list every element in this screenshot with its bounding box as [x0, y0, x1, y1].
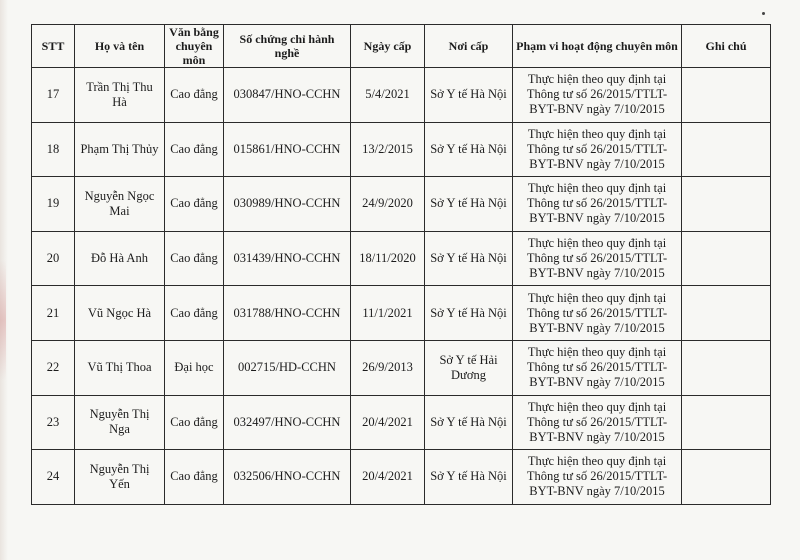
cell-issue-date: 5/4/2021: [351, 68, 425, 123]
table-header-row: [32, 25, 771, 68]
cell-scope: Thực hiện theo quy định tại Thông tư số 26/2015/TTLT-BYT-BNV ngày 7/10/2015: [513, 340, 682, 395]
cell-issue-date: 20/4/2021: [351, 450, 425, 505]
cell-stt: 21: [32, 286, 75, 341]
cell-issue-date: 13/2/2015: [351, 122, 425, 177]
table-row: [32, 122, 771, 177]
cell-issue-place: Sở Y tế Hải Dương: [425, 340, 513, 395]
cell-scope: Thực hiện theo quy định tại Thông tư số 26/2015/TTLT-BYT-BNV ngày 7/10/2015: [513, 122, 682, 177]
cell-issue-date: 20/4/2021: [351, 395, 425, 450]
cell-issue-place: Sở Y tế Hà Nội: [425, 122, 513, 177]
col-header-stt: STT: [32, 25, 75, 68]
table-row: [32, 395, 771, 450]
cell-issue-place: Sở Y tế Hà Nội: [425, 231, 513, 286]
cell-name: Nguyễn Thị Yến: [75, 450, 165, 505]
cell-name: Vũ Ngọc Hà: [75, 286, 165, 341]
stamp-bleed-mark: [0, 260, 6, 380]
cell-degree: Đại học: [165, 340, 224, 395]
table-row: [32, 340, 771, 395]
cell-issue-date: 26/9/2013: [351, 340, 425, 395]
col-header-cert-number: Số chứng chỉ hành nghề: [224, 25, 351, 68]
cell-issue-date: 18/11/2020: [351, 231, 425, 286]
cell-stt: 23: [32, 395, 75, 450]
cell-note: [682, 177, 771, 232]
cell-name: Trần Thị Thu Hà: [75, 68, 165, 123]
table-row: [32, 286, 771, 341]
cell-issue-date: 11/1/2021: [351, 286, 425, 341]
cell-name: Vũ Thị Thoa: [75, 340, 165, 395]
cell-cert-number: 032497/HNO-CCHN: [224, 395, 351, 450]
cell-stt: 18: [32, 122, 75, 177]
cell-name: Đỗ Hà Anh: [75, 231, 165, 286]
col-header-note: Ghi chú: [682, 25, 771, 68]
cell-note: [682, 68, 771, 123]
cell-cert-number: 032506/HNO-CCHN: [224, 450, 351, 505]
cell-stt: 24: [32, 450, 75, 505]
cell-cert-number: 002715/HD-CCHN: [224, 340, 351, 395]
col-header-issue-date: Ngày cấp: [351, 25, 425, 68]
cell-issue-place: Sở Y tế Hà Nội: [425, 395, 513, 450]
cell-cert-number: 031439/HNO-CCHN: [224, 231, 351, 286]
cell-scope: Thực hiện theo quy định tại Thông tư số 26/2015/TTLT-BYT-BNV ngày 7/10/2015: [513, 395, 682, 450]
cell-scope: Thực hiện theo quy định tại Thông tư số 26/2015/TTLT-BYT-BNV ngày 7/10/2015: [513, 231, 682, 286]
cell-stt: 22: [32, 340, 75, 395]
scan-speck: [762, 12, 765, 15]
cell-degree: Cao đẳng: [165, 122, 224, 177]
staff-table: [31, 24, 771, 505]
cell-scope: Thực hiện theo quy định tại Thông tư số 26/2015/TTLT-BYT-BNV ngày 7/10/2015: [513, 286, 682, 341]
col-header-scope: Phạm vi hoạt động chuyên môn: [513, 25, 682, 68]
cell-stt: 17: [32, 68, 75, 123]
cell-degree: Cao đẳng: [165, 68, 224, 123]
cell-stt: 19: [32, 177, 75, 232]
cell-note: [682, 450, 771, 505]
cell-degree: Cao đẳng: [165, 231, 224, 286]
table-row: [32, 450, 771, 505]
cell-cert-number: 030989/HNO-CCHN: [224, 177, 351, 232]
cell-issue-place: Sở Y tế Hà Nội: [425, 286, 513, 341]
cell-note: [682, 122, 771, 177]
cell-issue-place: Sở Y tế Hà Nội: [425, 68, 513, 123]
col-header-issue-place: Nơi cấp: [425, 25, 513, 68]
cell-stt: 20: [32, 231, 75, 286]
col-header-name: Họ và tên: [75, 25, 165, 68]
cell-degree: Cao đẳng: [165, 177, 224, 232]
col-header-degree: Văn bằng chuyên môn: [165, 25, 224, 68]
cell-note: [682, 340, 771, 395]
cell-note: [682, 395, 771, 450]
cell-degree: Cao đẳng: [165, 395, 224, 450]
cell-note: [682, 286, 771, 341]
cell-cert-number: 015861/HNO-CCHN: [224, 122, 351, 177]
table-row: [32, 231, 771, 286]
cell-cert-number: 031788/HNO-CCHN: [224, 286, 351, 341]
cell-name: Nguyễn Thị Nga: [75, 395, 165, 450]
cell-name: Nguyễn Ngọc Mai: [75, 177, 165, 232]
cell-degree: Cao đẳng: [165, 286, 224, 341]
cell-scope: Thực hiện theo quy định tại Thông tư số 26/2015/TTLT-BYT-BNV ngày 7/10/2015: [513, 450, 682, 505]
cell-scope: Thực hiện theo quy định tại Thông tư số 26/2015/TTLT-BYT-BNV ngày 7/10/2015: [513, 177, 682, 232]
cell-degree: Cao đẳng: [165, 450, 224, 505]
table-row: [32, 177, 771, 232]
cell-issue-date: 24/9/2020: [351, 177, 425, 232]
table-row: [32, 68, 771, 123]
cell-note: [682, 231, 771, 286]
cell-scope: Thực hiện theo quy định tại Thông tư số 26/2015/TTLT-BYT-BNV ngày 7/10/2015: [513, 68, 682, 123]
cell-issue-place: Sở Y tế Hà Nội: [425, 177, 513, 232]
cell-cert-number: 030847/HNO-CCHN: [224, 68, 351, 123]
cell-issue-place: Sở Y tế Hà Nội: [425, 450, 513, 505]
cell-name: Phạm Thị Thủy: [75, 122, 165, 177]
